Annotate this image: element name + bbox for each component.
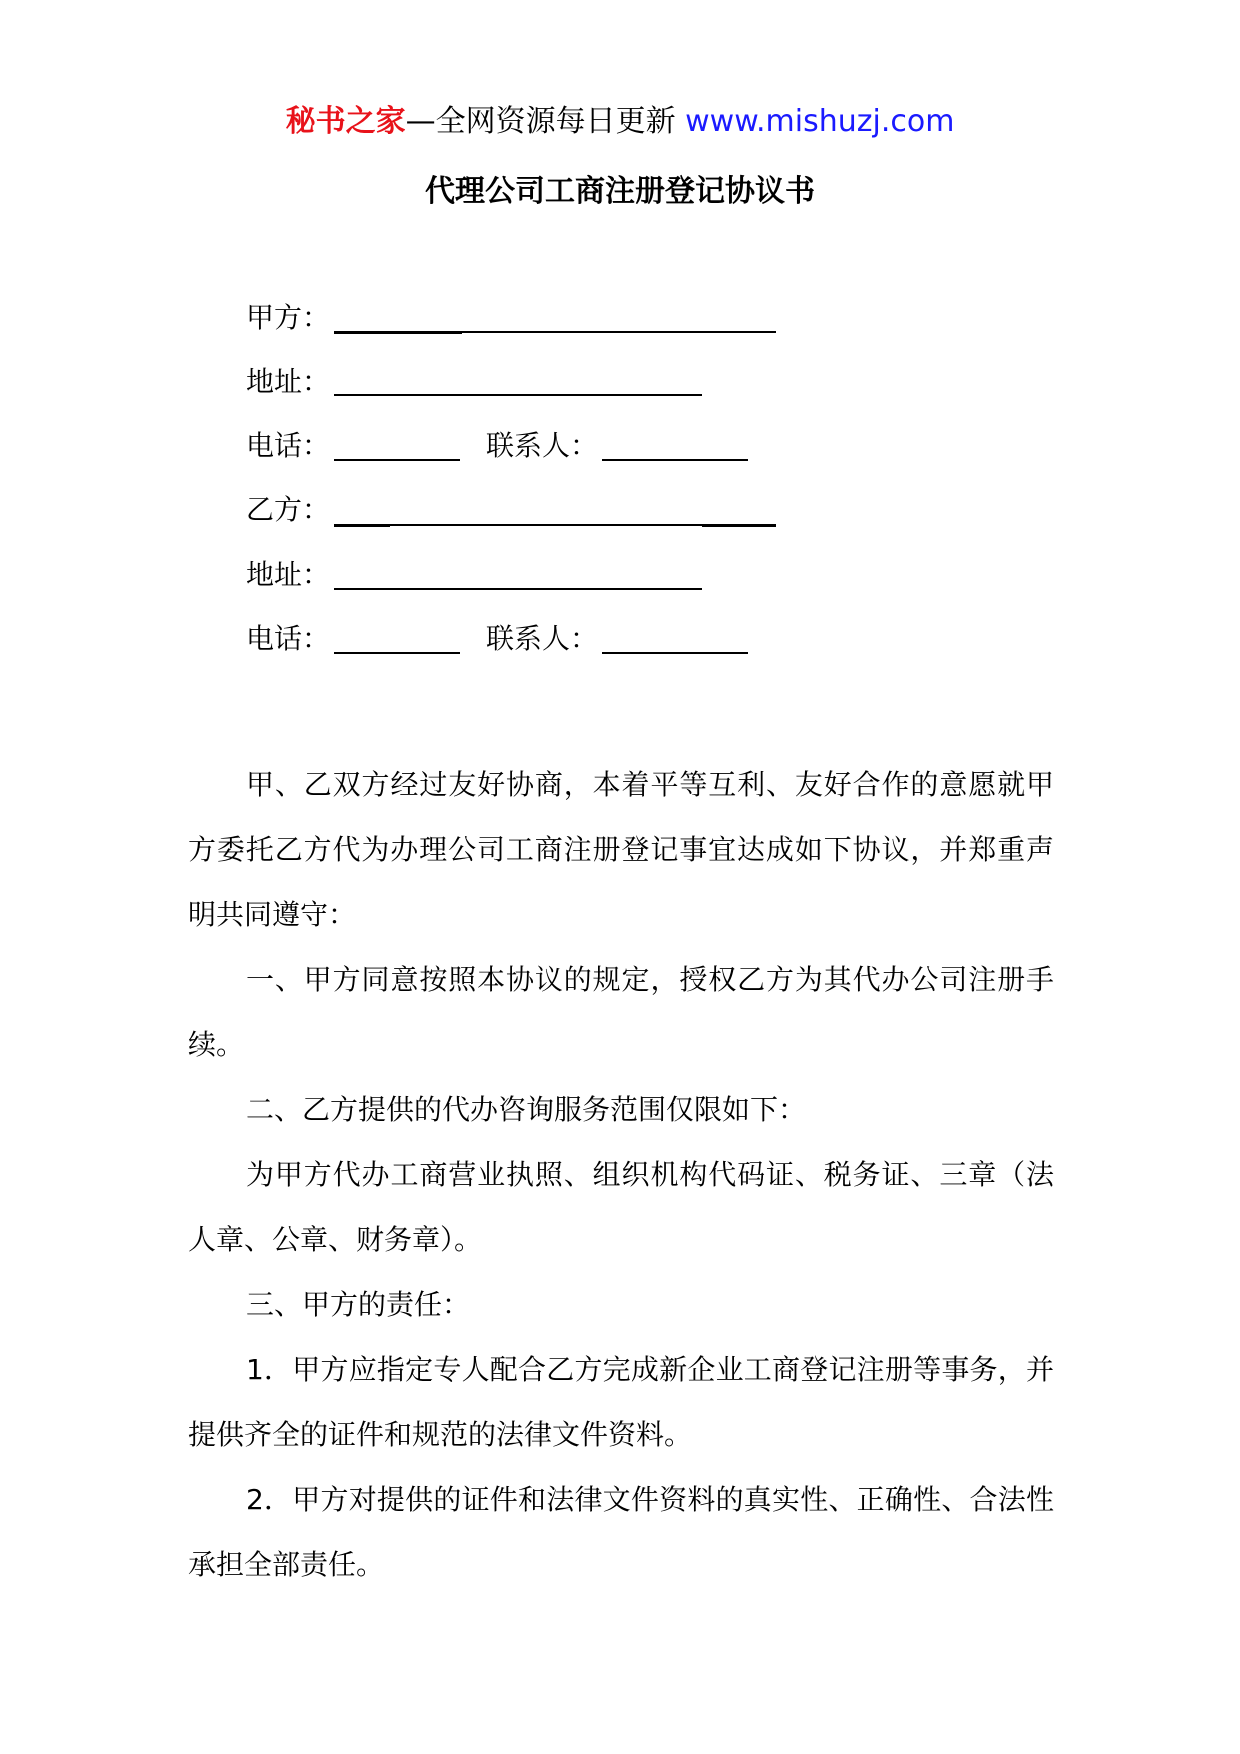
party-a-address-field bbox=[246, 362, 330, 402]
party-b-label: 乙方： bbox=[246, 493, 331, 526]
party-b-contact-blank[interactable] bbox=[602, 652, 748, 654]
party-b-phone-label: 电话： bbox=[246, 622, 331, 655]
party-b-blank[interactable] bbox=[390, 524, 702, 526]
party-a-address-label: 地址： bbox=[246, 365, 331, 398]
party-b-contact-label: 联系人： bbox=[486, 622, 599, 655]
party-a-contact-label: 联系人： bbox=[486, 429, 599, 462]
clause-3-item-1: 1．甲方应指定专人配合乙方完成新企业工商登记注册等事务，并提供齐全的证件和规范的法律文件资料。 bbox=[188, 1353, 1054, 1451]
party-b-phone-field bbox=[246, 619, 330, 659]
site-header bbox=[0, 100, 1240, 144]
party-a-phone-label: 电话： bbox=[246, 429, 331, 462]
party-b-address-label: 地址： bbox=[246, 558, 331, 591]
party-a-phone-blank[interactable] bbox=[334, 459, 460, 461]
clause-1: 一、甲方同意按照本协议的规定，授权乙方为其代办公司注册手续。 bbox=[188, 963, 1054, 1061]
agreement-body bbox=[188, 752, 1054, 1597]
party-b-field bbox=[246, 490, 330, 530]
party-a-phone-field bbox=[246, 426, 330, 466]
party-a-blank-bold[interactable] bbox=[334, 331, 462, 334]
party-a-field bbox=[246, 298, 330, 338]
party-a-contact-field bbox=[486, 426, 598, 466]
intro-paragraph: 甲、乙双方经过友好协商，本着平等互利、友好合作的意愿就甲方委托乙方代为办理公司工商注册登记事宜达成如下协议，并郑重声明共同遵守： bbox=[188, 768, 1054, 931]
party-b-blank-bold-right[interactable] bbox=[702, 524, 776, 527]
party-a-contact-blank[interactable] bbox=[602, 459, 748, 461]
party-a-address-blank[interactable] bbox=[334, 394, 702, 396]
party-b-blank-bold-left[interactable] bbox=[334, 524, 390, 527]
party-b-address-field bbox=[246, 555, 330, 595]
header-tagline: —全网资源每日更新 bbox=[405, 104, 686, 139]
document-title: 代理公司工商注册登记协议书 bbox=[425, 174, 815, 209]
party-b-contact-field bbox=[486, 619, 598, 659]
clause-2-heading: 二、乙方提供的代办咨询服务范围仅限如下： bbox=[246, 1093, 807, 1126]
party-a-blank[interactable] bbox=[462, 331, 776, 333]
party-b-address-blank[interactable] bbox=[334, 588, 702, 590]
brand-name: 秘书之家 bbox=[285, 104, 406, 139]
clause-2-detail: 为甲方代办工商营业执照、组织机构代码证、税务证、三章（法人章、公章、财务章）。 bbox=[188, 1158, 1054, 1256]
clause-3-heading: 三、甲方的责任： bbox=[246, 1288, 471, 1321]
party-a-label: 甲方： bbox=[246, 301, 331, 334]
party-b-phone-blank[interactable] bbox=[334, 652, 460, 654]
clause-3-item-2: 2．甲方对提供的证件和法律文件资料的真实性、正确性、合法性承担全部责任。 bbox=[188, 1483, 1054, 1581]
site-url-link[interactable]: www.mishuzj.com bbox=[685, 104, 955, 139]
